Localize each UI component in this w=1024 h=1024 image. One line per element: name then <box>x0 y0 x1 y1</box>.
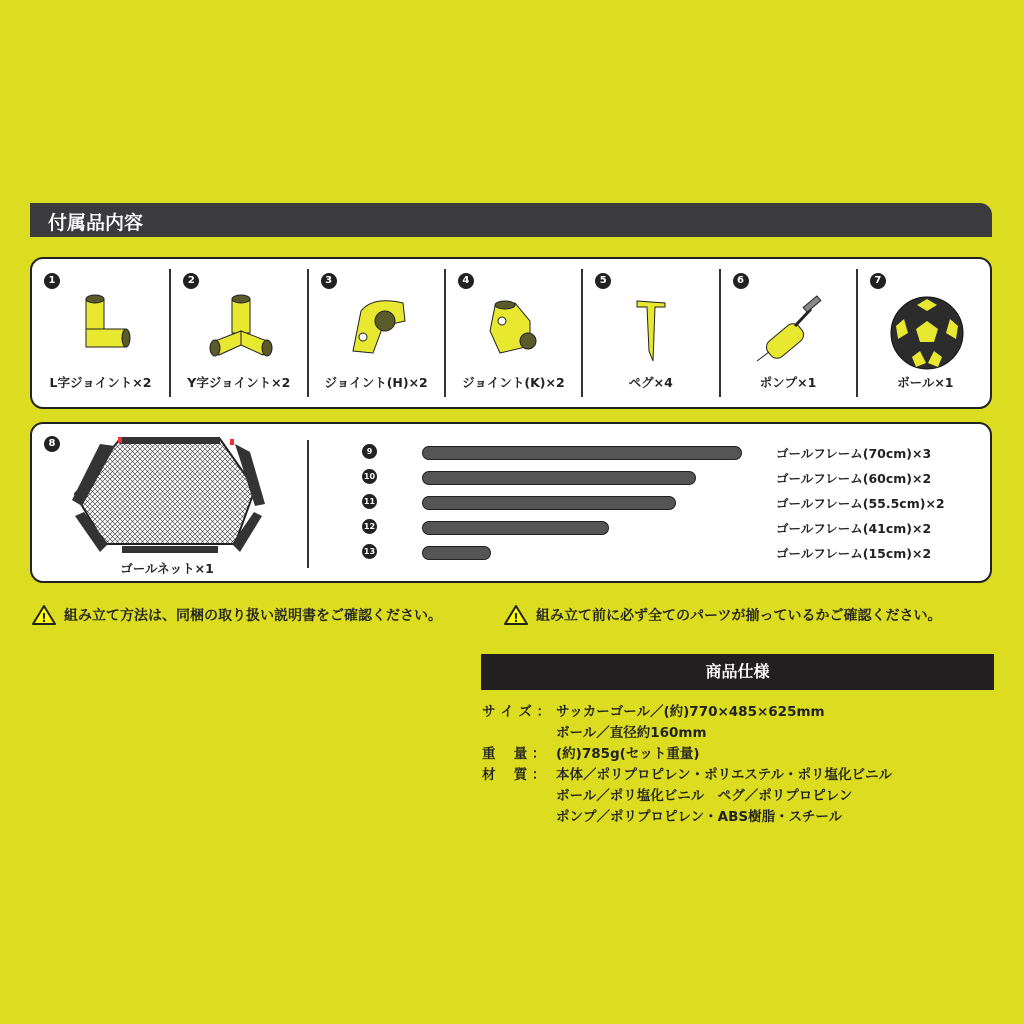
number-badge: 2 <box>183 273 199 289</box>
divider <box>307 440 309 568</box>
part-label: ボール×1 <box>897 375 954 390</box>
svg-text:!: ! <box>513 611 519 625</box>
spec-row <box>482 744 892 765</box>
warning-icon <box>504 605 528 625</box>
spec-row <box>482 786 892 807</box>
spec-key: サ イ ズ ： <box>482 704 551 720</box>
number-badge: 5 <box>595 273 611 289</box>
spec-value: ポンプ／ポリプロピレン・ABS樹脂・スチール <box>556 809 843 825</box>
number-badge: 13 <box>362 544 377 559</box>
warning-2 <box>504 605 941 625</box>
number-badge: 3 <box>321 273 337 289</box>
spec-header: 商品仕様 <box>481 654 994 690</box>
spec-value: (約)785g(セット重量) <box>556 746 700 762</box>
spec-row <box>482 702 892 723</box>
number-badge: 11 <box>362 494 377 509</box>
peg-icon <box>607 291 697 371</box>
spec-key <box>482 723 556 744</box>
frame-pole <box>422 521 609 535</box>
section-header: 付属品内容 <box>30 203 992 237</box>
frame-label: ゴールフレーム(41cm)×2 <box>776 521 932 536</box>
part-label: ペグ×4 <box>628 375 673 390</box>
warning-text: 組み立て前に必ず全てのパーツが揃っているかご確認ください。 <box>536 608 942 624</box>
spec-key: 材 質 ： <box>482 767 546 783</box>
part-item <box>307 269 444 397</box>
goal-net-icon <box>70 434 270 559</box>
number-badge: 1 <box>44 273 60 289</box>
warning-icon <box>32 605 56 625</box>
y-joint-icon <box>195 291 285 371</box>
joint-h-icon <box>333 291 423 371</box>
spec-value: 本体／ポリプロピレン・ポリエステル・ポリ塩化ビニル <box>556 767 892 783</box>
number-badge: 6 <box>733 273 749 289</box>
part-label: Y字ジョイント×2 <box>187 375 291 390</box>
frame-label: ゴールフレーム(60cm)×2 <box>776 471 932 486</box>
warning-text: 組み立て方法は、同梱の取り扱い説明書をご確認ください。 <box>64 608 442 624</box>
frame-pole <box>422 446 742 460</box>
part-item <box>856 269 993 397</box>
net-frames-box <box>30 422 992 583</box>
frame-label: ゴールフレーム(55.5cm)×2 <box>776 496 945 511</box>
frame-label: ゴールフレーム(15cm)×2 <box>776 546 932 561</box>
number-badge: 12 <box>362 519 377 534</box>
part-label: ジョイント(K)×2 <box>462 375 565 390</box>
number-badge: 4 <box>458 273 474 289</box>
warning-1 <box>32 605 442 625</box>
l-joint-icon <box>56 291 146 371</box>
net-label: ゴールネット×1 <box>120 561 214 576</box>
number-badge: 9 <box>362 444 377 459</box>
part-item <box>444 269 581 397</box>
part-item <box>581 269 718 397</box>
part-item <box>32 269 169 397</box>
frame-pole <box>422 471 696 485</box>
spec-row <box>482 723 892 744</box>
ball-icon <box>882 291 972 371</box>
pump-icon <box>745 291 835 371</box>
part-item <box>169 269 306 397</box>
spec-key <box>482 786 556 807</box>
frame-pole <box>422 546 491 560</box>
svg-text:!: ! <box>41 611 47 625</box>
spec-value: ボール／ポリ塩化ビニル ペグ／ポリプロピレン <box>556 788 853 804</box>
joint-k-icon <box>470 291 560 371</box>
part-item <box>719 269 856 397</box>
spec-value: ボール／直径約160mm <box>556 725 707 741</box>
parts-box <box>30 257 992 409</box>
spec-row <box>482 765 892 786</box>
part-label: ポンプ×1 <box>759 375 817 390</box>
frame-pole <box>422 496 676 510</box>
part-label: L字ジョイント×2 <box>49 375 152 390</box>
number-badge: 10 <box>362 469 377 484</box>
number-badge: 7 <box>870 273 886 289</box>
number-badge: 8 <box>44 436 60 452</box>
spec-key: 重 量 ： <box>482 746 546 762</box>
frame-label: ゴールフレーム(70cm)×3 <box>776 446 932 461</box>
part-label: ジョイント(H)×2 <box>324 375 428 390</box>
spec-list <box>482 702 892 828</box>
spec-value: サッカーゴール／(約)770×485×625mm <box>556 704 825 720</box>
spec-row <box>482 807 892 828</box>
spec-key <box>482 807 556 828</box>
